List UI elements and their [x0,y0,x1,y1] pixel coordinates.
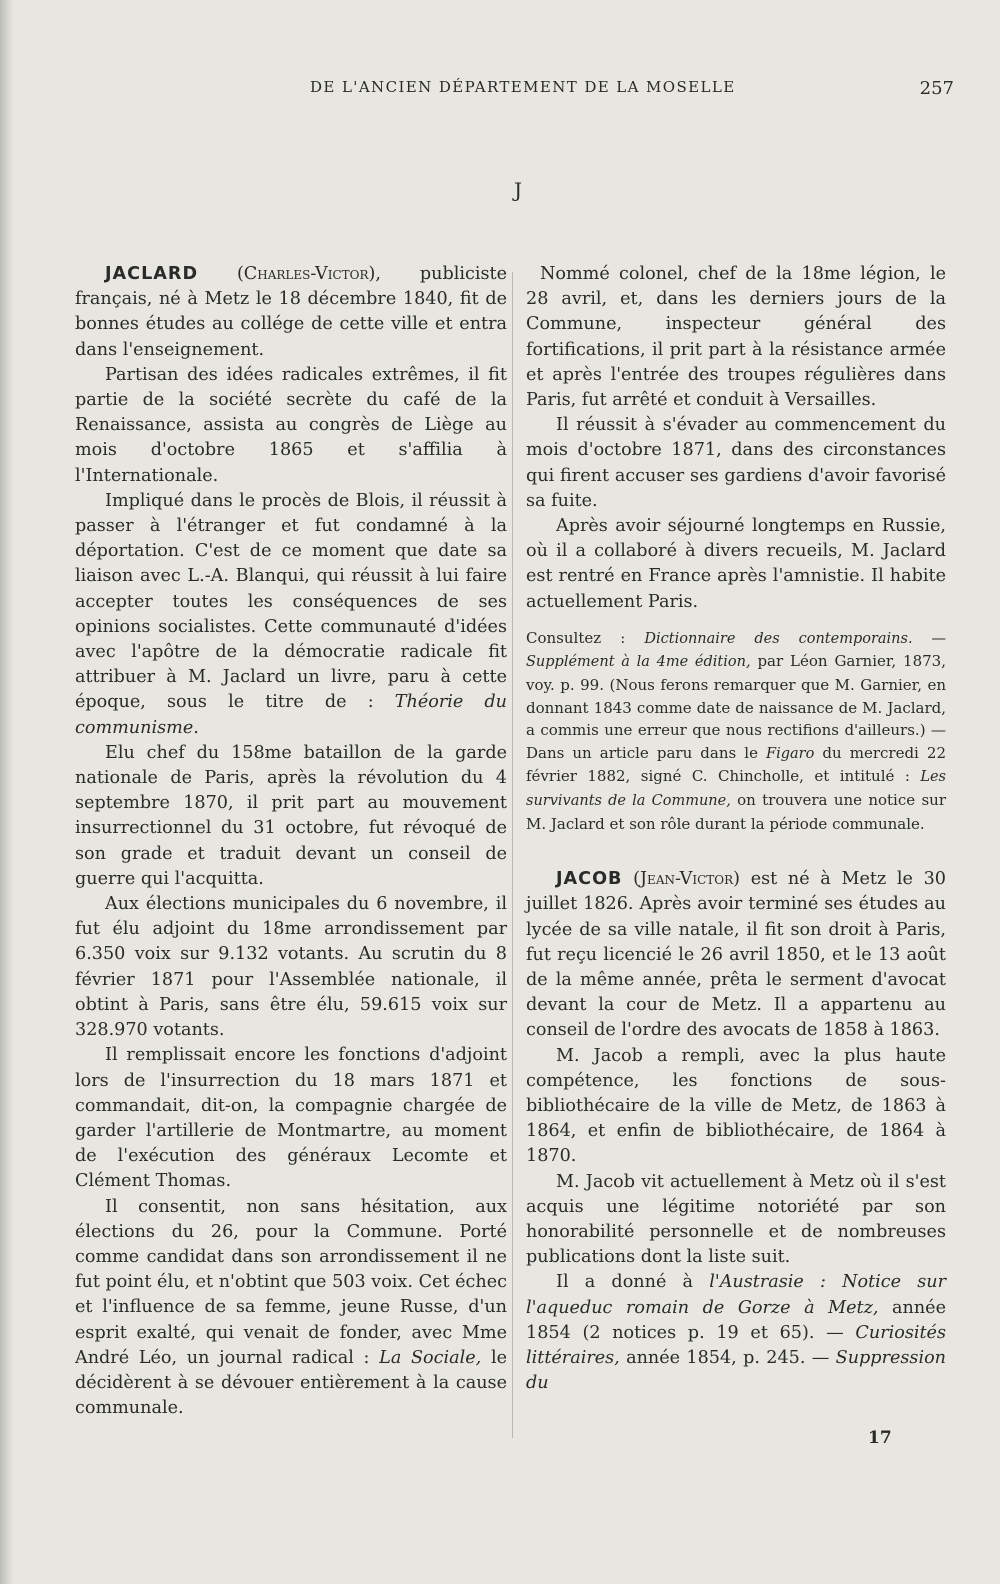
entry-name: JACOB [556,869,623,890]
entry-jacob-intro [526,867,946,1043]
publication-title: l'Austrasie : Notice sur l'aqueduc romain de Gorze à Metz, [526,1272,947,1318]
entry-given-names: (Charles-Victor), [236,264,382,284]
paragraph-text: Il consentit, non sans hésitation, aux élections du 26, pour la Commune. Porté comme candidat dans son arrondissement il ne fut point élu, et n'obtint que 503 voix. Cet échec et l'influence de sa femme, jeune Russe, d'un esprit exalté, qui venait de fonder, avec Mme André Léo, un journal radical : [75,1196,507,1368]
note-citation: Figaro [766,745,815,762]
section-letter: J [514,178,523,202]
paragraph-text: année 1854, p. 245. — [619,1348,836,1369]
paragraph: M. Jacob a rempli, avec la plus haute compétence, les fonctions de sous-bibliothécaire de la ville de Metz, de 1863 à 1864, et enfin de bibliothécaire, de 1864 à 1870. [526,1045,946,1167]
paragraph-text: Impliqué dans le procès de Blois, il réussit à passer à l'étranger et fut condamné à la déportation. C'est de ce moment que date sa liaison avec L.-A. Blanqui, qui réussit à lui faire accepter toutes les conséquences de ses opinions socialistes. Cette communauté d'idées avec l'apôtre de la démocratie radicale fit attribuer à M. Jaclard un livre, paru à cette époque, sous le titre de : [75,490,507,713]
running-head [60,78,954,102]
paragraph: Aux élections municipales du 6 novembre, il fut élu adjoint du 18me arrondissement par 6.350 voix sur 9.132 votants. Au scrutin du 8 février 1871 pour l'Assemblée nationale, il obtint à Paris, sans être élu, 59.615 voix sur 328.970 votants. [75,894,507,1041]
entry-jaclard-intro [75,262,507,363]
running-title: DE L'ANCIEN DÉPARTEMENT DE LA MOSELLE [310,78,736,96]
journal-title: La Sociale, [379,1347,482,1368]
paragraph [75,489,507,741]
bibliographic-note [526,627,946,835]
book-title: Théorie du communisme. [75,692,507,738]
column-divider [512,272,513,1438]
paragraph: Il remplissait encore les fonctions d'adjoint lors de l'insurrection du 18 mars 1871 et commandait, dit-on, la compagnie chargée de garder l'artillerie de Montmartre, au moment de l'exécution des généraux Lecomte et Clément Thomas. [75,1045,507,1192]
page-number: 257 [919,78,954,99]
paragraph: Il réussit à s'évader au commencement du mois d'octobre 1871, dans des circonstances qui firent accuser ses gardiens d'avoir favorisé sa fuite. [526,415,946,511]
signature-mark: 17 [868,1428,892,1448]
paragraph: Elu chef du 158me bataillon de la garde nationale de Paris, après la révolution du 4 septembre 1870, il prit part au mouvement insurrectionnel du 31 octobre, fut révoqué de son grade et traduit devant un conseil de guerre qui l'acquitta. [75,742,507,889]
paragraph-text: année 1854 (2 notices p. 19 et 65). — [526,1297,946,1343]
entry-given-names: (Jean-Victor) [633,869,741,890]
paragraph: Nommé colonel, chef de la 18me légion, le 28 avril, et, dans les derniers jours de la Commune, inspecteur général des fortifications, il prit part à la résistance armée et après l'entrée des troupes régulières dans Paris, fut arrêté et conduit à Versailles. [526,264,946,411]
publication-title: Suppression du [526,1348,946,1394]
note-text: du mercredi 22 février 1882, signé C. Chincholle, et intitulé : [526,743,946,786]
note-text: on trouvera une notice sur M. Jaclard et son rôle durant la période communale. [526,791,946,833]
paragraph-text: est né à Metz le 30 juillet 1826. Après avoir terminé ses études au lycée de sa ville natale, il fit son droit à Paris, fut reçu licencié le 26 avril 1850, et le 13 août de la même année, prêta le serment d'avocat devant la cour de Metz. Il a appartenu au conseil de l'ordre des avocats de 1858 à 1863. [526,869,947,1041]
left-column [75,262,507,1421]
note-citation: Les survivants de la Commune, [526,769,946,809]
note-citation: Dictionnaire des contemporains. — Supplément à la 4me édition, [526,630,946,671]
note-text: Consultez : [526,628,645,647]
paragraph [75,1195,507,1422]
binding-edge [0,0,14,1584]
right-column [526,262,946,1396]
entry-name: JACLARD [105,264,199,284]
paragraph: Après avoir séjourné longtemps en Russie, où il a collaboré à divers recueils, M. Jaclard est rentré en France après l'amnistie. Il habite actuellement Paris. [526,516,946,612]
paragraph-text: le décidèrent à se dévouer entièrement à la cause communale. [75,1347,507,1419]
paragraph-text: publiciste français, né à Metz le 18 décembre 1840, fit de bonnes études au collége de cette ville et entra dans l'enseignement. [75,264,507,360]
paragraph: M. Jacob vit actuellement à Metz où il s'est acquis une légitime notoriété par son honorabilité personnelle et de nombreuses publications dont la liste suit. [526,1171,946,1268]
publication-title: Curiosités littéraires, [526,1322,946,1369]
paragraph [526,1270,946,1396]
paragraph-text: Il a donné à [556,1272,710,1293]
note-text: par Léon Garnier, 1873, voy. p. 99. (Nous ferons remarquer que M. Garnier, en donnant 1843 comme date de naissance de M. Jaclard, a commis une erreur que nous rectifions d'ailleurs.) — Dans un article paru dans le [526,652,946,762]
paragraph: Partisan des idées radicales extrêmes, il fit partie de la société secrète du café de la Renaissance, assista au congrès de Liège au mois d'octobre 1865 et s'affilia à l'Internationale. [75,364,507,486]
